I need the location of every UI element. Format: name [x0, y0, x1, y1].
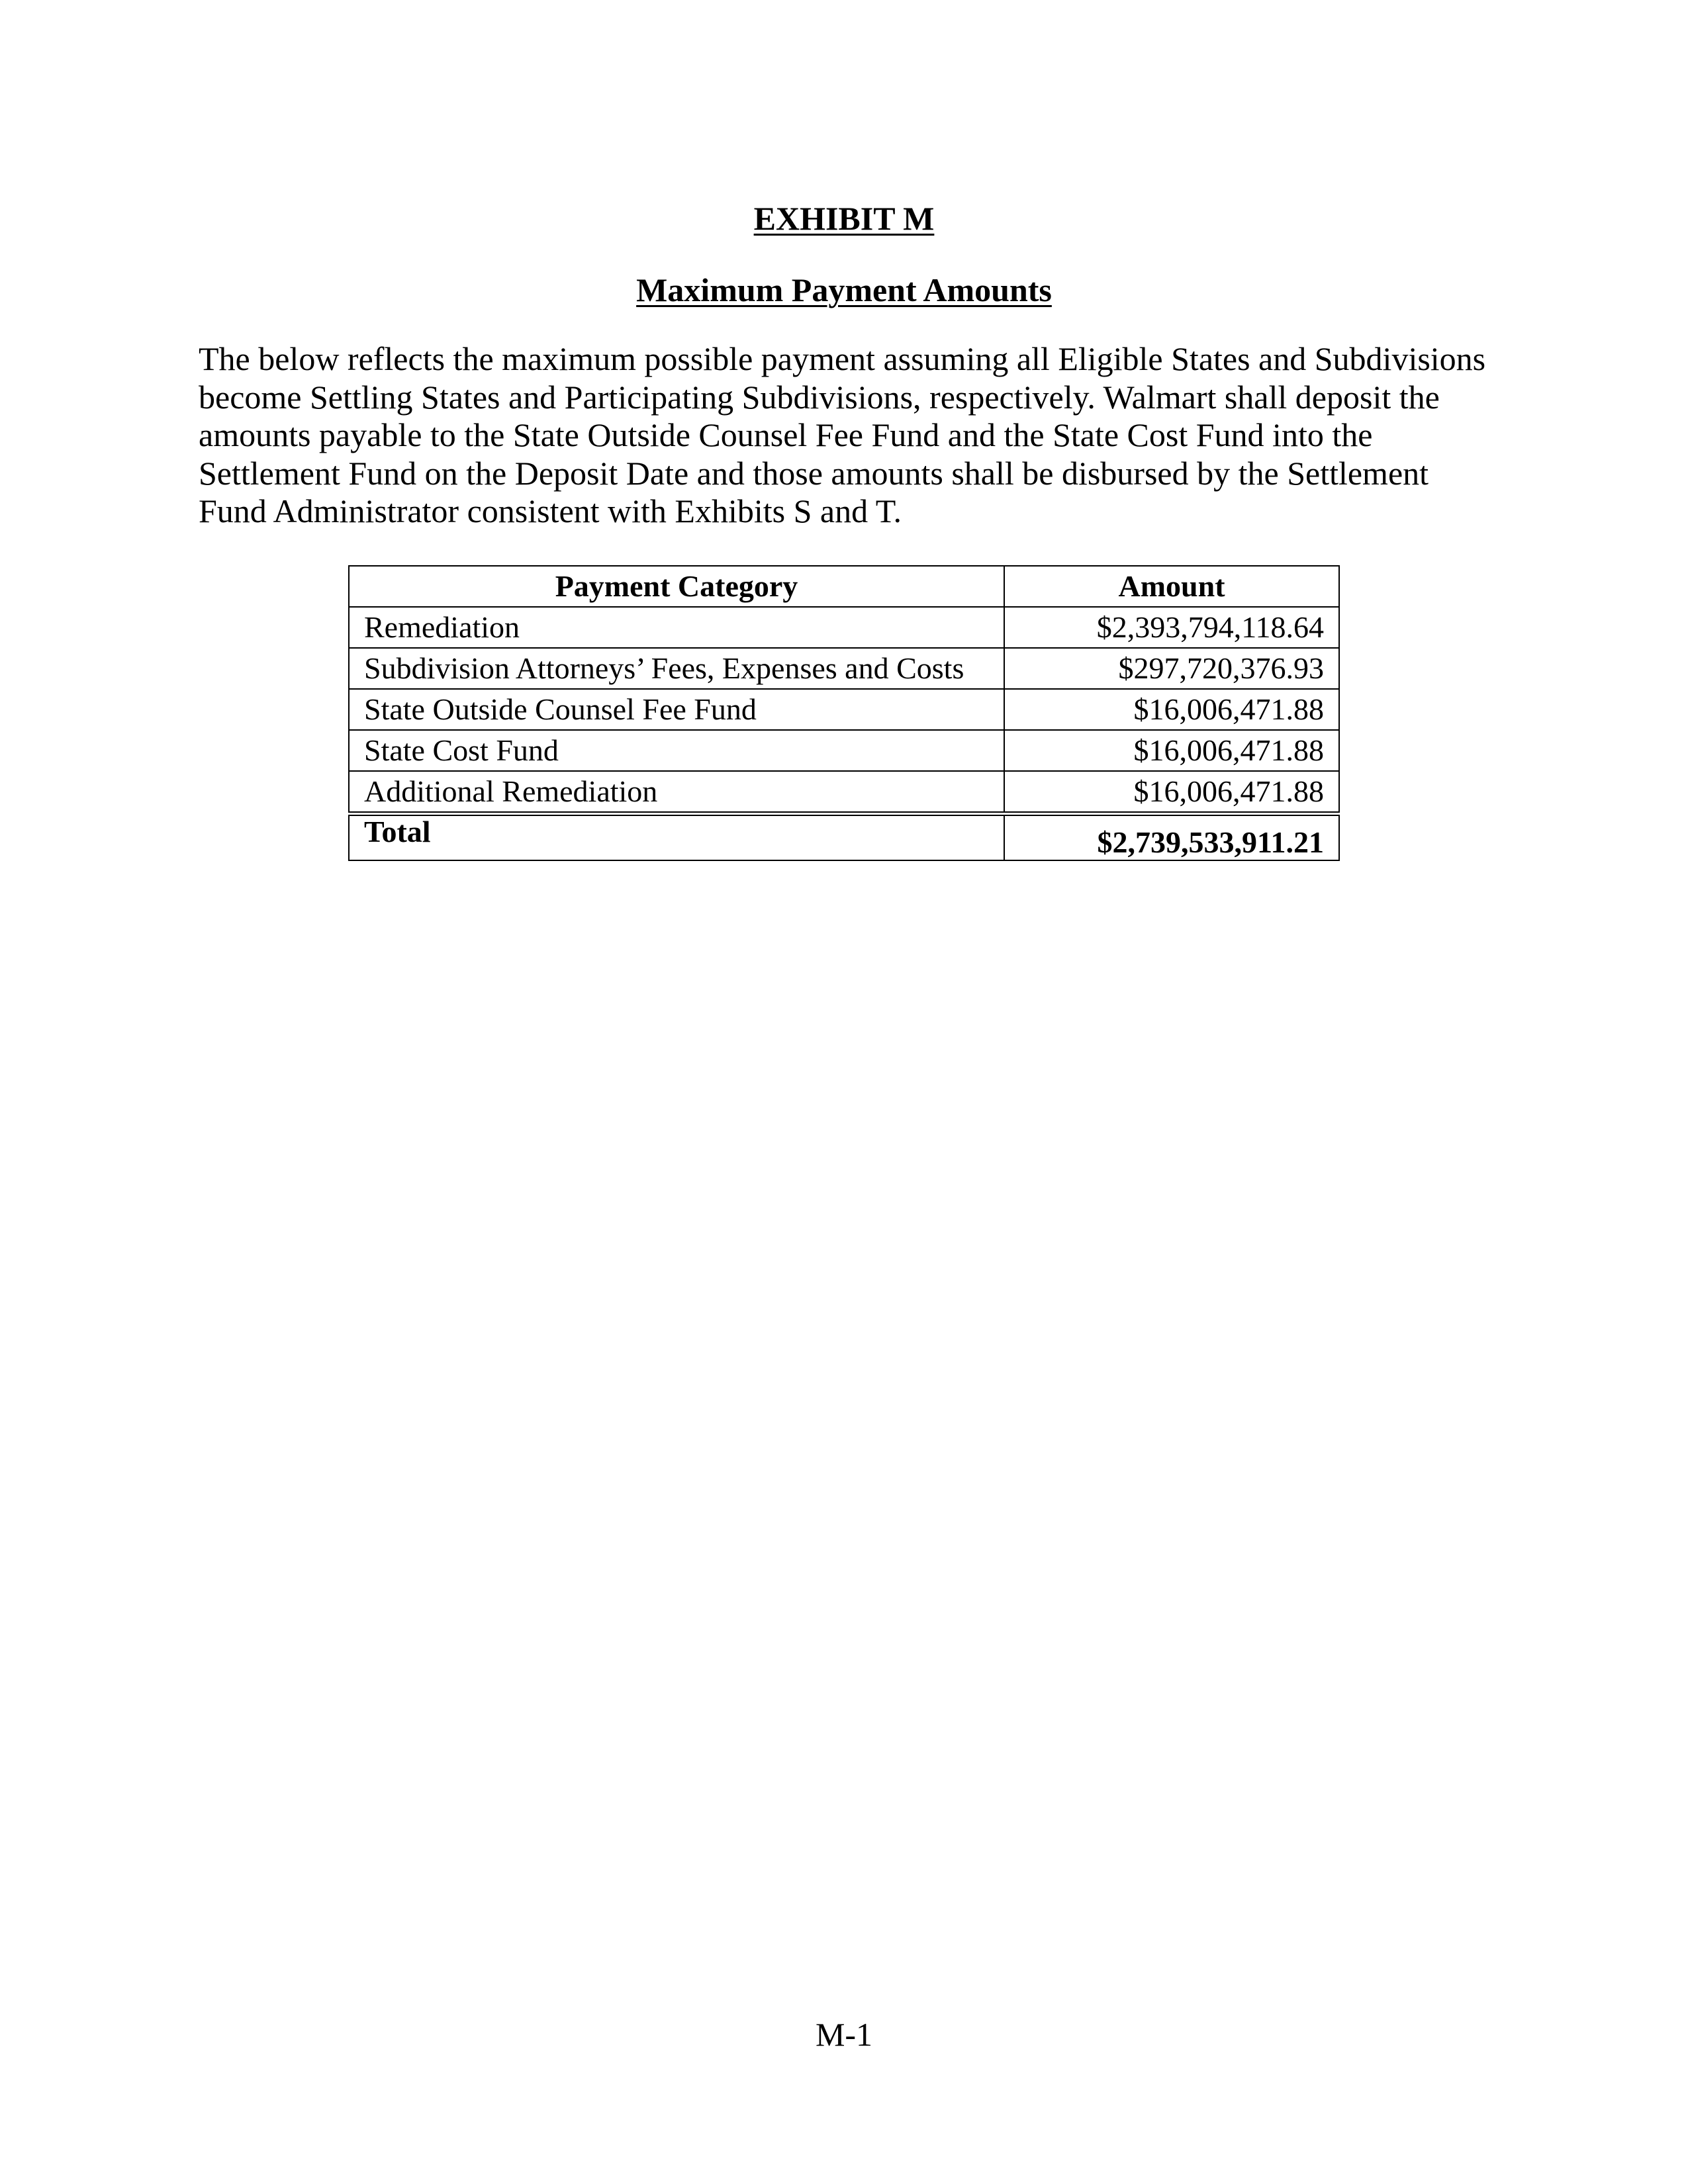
total-amount: $2,739,533,911.21	[1004, 814, 1339, 861]
intro-line: amounts payable to the State Outside Counsel Fee Fund and the State Cost Fund into the	[199, 416, 1373, 453]
category-cell: State Cost Fund	[349, 730, 1004, 771]
page-number: M-1	[815, 2016, 873, 2053]
table-row	[349, 607, 1339, 648]
table-row	[349, 689, 1339, 730]
amount-cell: $297,720,376.93	[1004, 648, 1339, 689]
table-row	[349, 771, 1339, 814]
amount-cell: $16,006,471.88	[1004, 730, 1339, 771]
table-row	[349, 730, 1339, 771]
category-cell: Additional Remediation	[349, 771, 1004, 814]
table-row	[349, 648, 1339, 689]
exhibit-title: EXHIBIT M	[753, 200, 935, 237]
amount-cell: $16,006,471.88	[1004, 689, 1339, 730]
header-payment-category: Payment Category	[349, 566, 1004, 607]
intro-line: Settlement Fund on the Deposit Date and those amounts shall be disbursed by the Settlement	[199, 454, 1429, 492]
exhibit-subtitle: Maximum Payment Amounts	[636, 271, 1052, 308]
amount-cell: $2,393,794,118.64	[1004, 607, 1339, 648]
intro-line: become Settling States and Participating Subdivisions, respectively. Walmart shall deposit the	[199, 378, 1440, 416]
intro-paragraph	[199, 340, 1536, 531]
total-label: Total	[349, 814, 1004, 861]
category-cell: Remediation	[349, 607, 1004, 648]
intro-line: Fund Administrator consistent with Exhibits S and T.	[199, 492, 902, 529]
category-cell: State Outside Counsel Fee Fund	[349, 689, 1004, 730]
table-header-row	[349, 566, 1339, 607]
category-cell: Subdivision Attorneys’ Fees, Expenses and Costs	[349, 648, 1004, 689]
amount-cell: $16,006,471.88	[1004, 771, 1339, 814]
header-amount: Amount	[1004, 566, 1339, 607]
payment-table	[348, 565, 1340, 861]
intro-line: The below reflects the maximum possible payment assuming all Eligible States and Subdivisions	[199, 340, 1486, 377]
total-row	[349, 814, 1339, 861]
